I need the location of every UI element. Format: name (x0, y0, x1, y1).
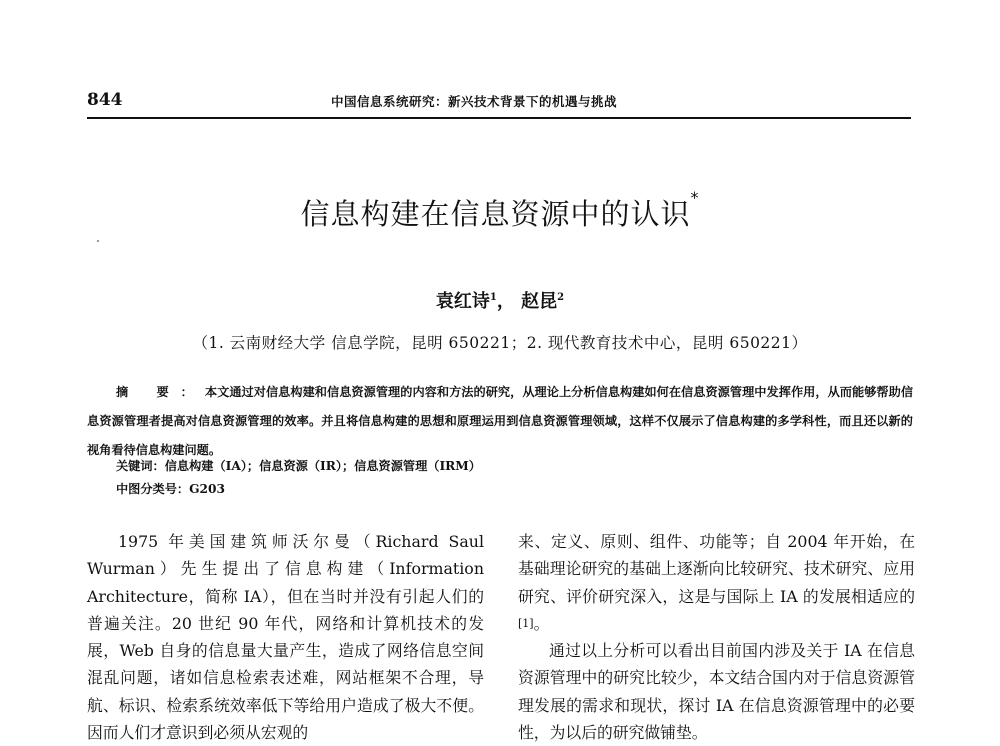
author-name: 袁红诗 (435, 291, 490, 312)
page-number: 844 (87, 90, 123, 110)
paragraph-text: 来、定义、原则、组件、功能等；自 2004 年开始，在基础理论研究的基础上逐渐向比较研究、技术研究、应用研究、评价研究深入，这是与国际上 IA 的发展相适应的 (518, 532, 915, 606)
header-rule (87, 117, 911, 119)
author-list (0, 287, 1000, 313)
classification-number: 中图分类号：G203 (116, 482, 225, 496)
title-footnote-mark: * (690, 188, 700, 207)
keywords: 关键词：信息构建（IA）；信息资源（IR）；信息资源管理（IRM） (116, 459, 481, 473)
scan-speck (97, 240, 99, 242)
author-affil-mark: 1 (489, 292, 497, 303)
body-left-column (87, 528, 484, 746)
title-text: 信息构建在信息资源中的认识 (300, 197, 691, 231)
abstract-label: 摘 要： (116, 385, 205, 399)
paragraph-end: 。 (533, 613, 550, 633)
affiliation: （1. 云南财经大学 信息学院，昆明 650221；2. 现代教育技术中心，昆明 650221） (192, 334, 808, 352)
running-title: 中国信息系统研究：新兴技术背景下的机遇与挑战 (331, 94, 618, 109)
author-name: 赵昆 (521, 291, 558, 312)
body-right-column (518, 528, 915, 746)
citation-ref: [1] (518, 616, 534, 630)
body-paragraph (518, 528, 915, 637)
author-separator: ， (496, 291, 515, 312)
article-title (0, 188, 1000, 233)
author-affil-mark: 2 (557, 292, 565, 303)
body-paragraph: 通过以上分析可以看出目前国内涉及关于 IA 在信息资源管理中的研究比较少，本文结合国内对于信息资源管理发展的需求和现状，探讨 IA 在信息资源管理中的必要性，为以后的研究做铺垫。 (518, 641, 915, 743)
abstract (87, 378, 913, 465)
body-paragraph: 1975 年美国建筑师沃尔曼（Richard Saul Wurman）先生提出了信息构建（Information Architecture，简称 IA），但在当时并没有引起人们的普遍关注。20 世纪 90 年代，网络和计算机技术的发展，Web 自身的信息量大量产生，造成了网络信息空间混乱问题，诸如信息检索表述难，网站框架不合理，导航、标识、检索系统效率低下等给用户造成了极大不便。因而人们才意识到必须从宏观的 (87, 532, 484, 743)
abstract-text: 本文通过对信息构建和信息资源管理的内容和方法的研究，从理论上分析信息构建如何在信息资源管理中发挥作用，从而能够帮助信息资源管理者提高对信息资源管理的效率。并且将信息构建的思想和原理运用到信息资源管理领域，这样不仅展示了信息构建的多学科性，而且还以新的视角看待信息构建问题。 (87, 385, 914, 457)
